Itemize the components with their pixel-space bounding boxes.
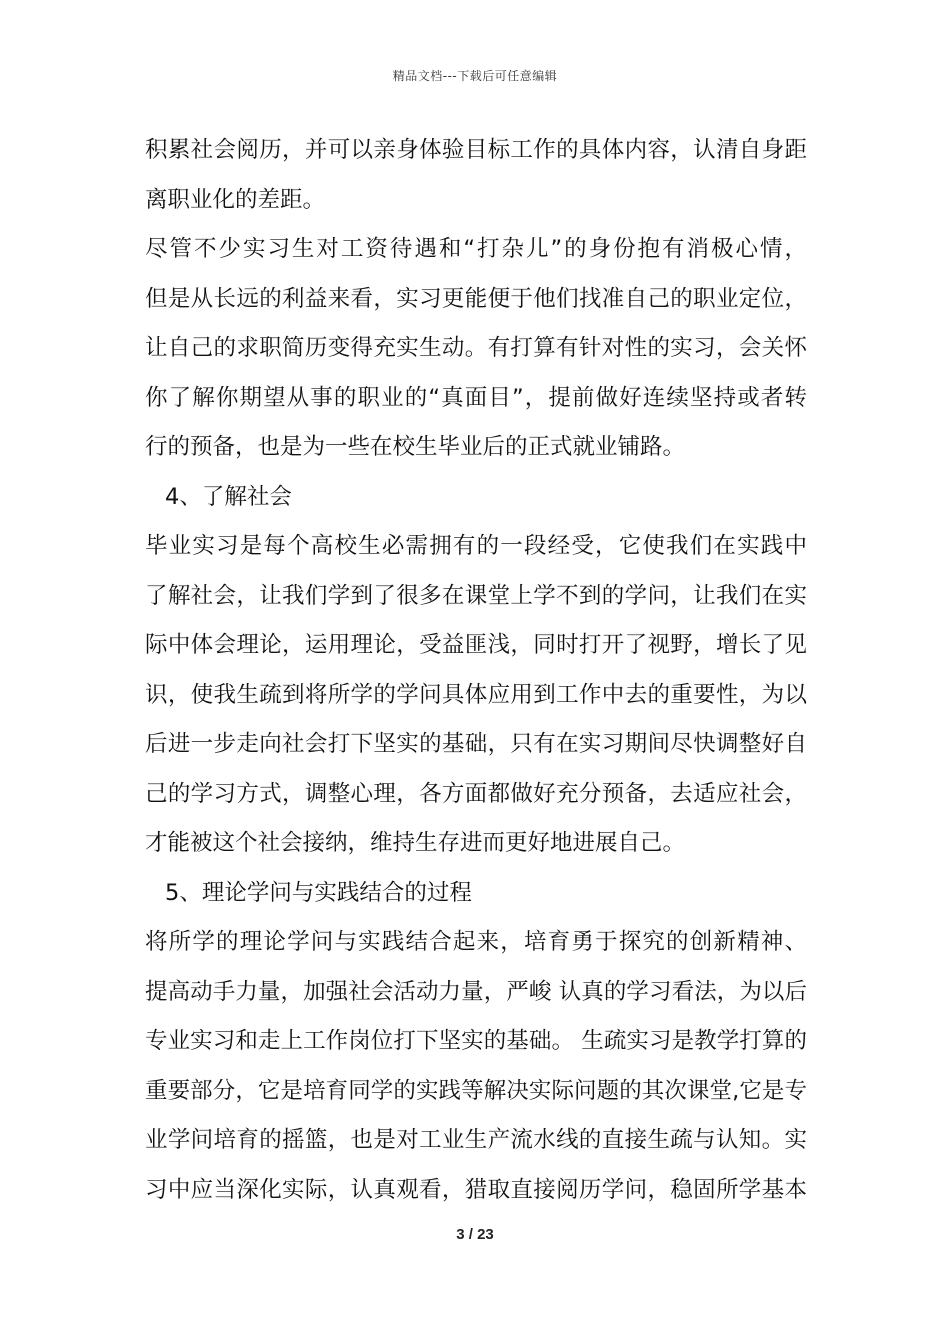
- body-text: [145, 126, 807, 1215]
- text-line: 习中应当深化实际，认真观看，猎取直接阅历学问，稳固所学基本: [145, 1176, 807, 1203]
- text-line: 业学问培育的摇篮，也是对工业生产流水线的直接生疏与认知。实: [145, 1127, 807, 1153]
- text-line: 识，使我生疏到将所学的学问具体应用到工作中去的重要性，为以: [145, 681, 807, 708]
- text-line: 积累社会阅历，并可以亲身体验目标工作的具体内容，认清自身距: [145, 137, 807, 163]
- text-line: 了解社会，让我们学到了很多在课堂上学不到的学问，让我们在实: [145, 582, 807, 609]
- text-line: 提高动手力量，加强社会活动力量，严峻 认真的学习看法，为以后: [145, 978, 807, 1005]
- text-line: 后进一步走向社会打下坚实的基础，只有在实习期间尽快调整好自: [145, 731, 807, 757]
- page-number: 3 / 23: [456, 1226, 494, 1243]
- section-heading: 5、理论学问与实践结合的过程: [165, 879, 472, 906]
- text-line: 重要部分，它是培育同学的实践等解决实际问题的其次课堂,它是专: [145, 1077, 807, 1104]
- text-line: 让自己的求职简历变得充实生动。有打算有针对性的实习，会关怀: [145, 335, 807, 361]
- text-line: 将所学的理论学问与实践结合起来，培育勇于探究的创新精神、: [145, 929, 807, 955]
- text-line: 你了解你期望从事的职业的“真面目”，提前做好连续坚持或者转: [145, 384, 807, 411]
- text-line: 己的学习方式，调整心理，各方面都做好充分预备，去适应社会，: [145, 780, 807, 807]
- section-heading: 4、了解社会: [165, 483, 292, 510]
- text-line: 离职业化的差距。: [145, 186, 326, 213]
- text-line: 毕业实习是每个高校生必需拥有的一段经受，它使我们在实践中: [145, 533, 807, 559]
- text-line: 行的预备，也是为一些在校生毕业后的正式就业铺路。: [145, 434, 686, 460]
- text-line: 专业实习和走上工作岗位打下坚实的基础。 生疏实习是教学打算的: [145, 1028, 807, 1054]
- text-line: 但是从长远的利益来看，实习更能便于他们找准自己的职业定位，: [145, 285, 807, 312]
- text-line: 尽管不少实习生对工资待遇和“打杂儿”的身份抱有消极心情，: [145, 236, 807, 262]
- text-line: 际中体会理论，运用理论，受益匪浅，同时打开了视野，增长了见: [145, 632, 807, 658]
- page-header: 精品文档---下载后可任意编辑: [392, 69, 558, 83]
- text-line: 才能被这个社会接纳，维持生存进而更好地进展自己。: [145, 830, 686, 856]
